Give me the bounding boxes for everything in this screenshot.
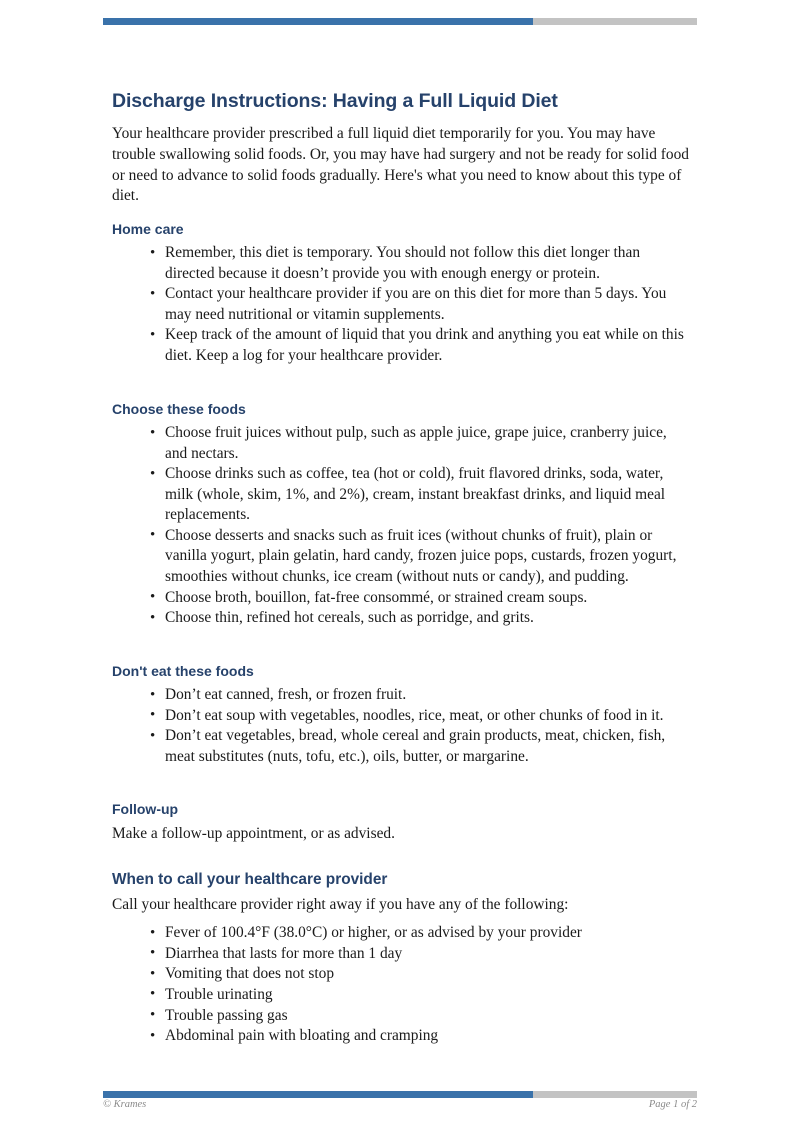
page-title: Discharge Instructions: Having a Full Liquid Diet	[112, 90, 558, 112]
intro-paragraph: Your healthcare provider prescribed a full liquid diet temporarily for you. You may have trouble swallowing solid foods. Or, you may have had surgery and not be ready for solid food or need to advance to solid foods gradually. Here's what you need to know about this type of diet.	[112, 125, 689, 205]
list-item: • Keep track of the amount of liquid that you drink and anything you eat while on this diet. Keep a log for your healthcare provider.	[150, 325, 692, 366]
choose-foods-list	[112, 423, 692, 629]
footer-rule	[103, 1091, 697, 1098]
list-item: • Choose desserts and snacks such as fruit ices (without chunks of fruit), plain or vanilla yogurt, plain gelatin, hard candy, frozen juice pops, custards, frozen yogurt, smoothies without chunks, ice cream (without nuts or candy), and pudding.	[150, 526, 692, 588]
section-heading-home-care: Home care	[112, 220, 184, 237]
list-item: • Contact your healthcare provider if you are on this diet for more than 5 days. You may need nutritional or vitamin supplements.	[150, 284, 692, 325]
list-item: • Diarrhea that lasts for more than 1 day	[150, 944, 692, 965]
list-item: • Don’t eat canned, fresh, or frozen fruit.	[150, 685, 692, 706]
copyright-label: © Krames	[103, 1099, 147, 1110]
list-item: • Fever of 100.4°F (38.0°C) or higher, or as advised by your provider	[150, 923, 692, 944]
list-item: • Trouble passing gas	[150, 1006, 692, 1027]
spacer	[112, 367, 692, 401]
list-item: • Don’t eat vegetables, bread, whole cereal and grain products, meat, chicken, fish, meat substitutes (nuts, tofu, etc.), oils, butter, or margarine.	[150, 726, 692, 767]
page-number-label: Page 1 of 2	[648, 1099, 697, 1110]
list-item: • Choose thin, refined hot cereals, such as porridge, and grits.	[150, 608, 692, 629]
when-to-call-text: Call your healthcare provider right away if you have any of the following:	[112, 895, 569, 913]
follow-up-text: Make a follow-up appointment, or as advised.	[112, 824, 395, 842]
document-content	[112, 90, 692, 1047]
page-footer	[103, 1099, 697, 1110]
section-heading-when-to-call: When to call your healthcare provider	[112, 871, 388, 889]
spacer	[112, 767, 692, 801]
section-heading-choose-foods: Choose these foods	[112, 400, 246, 417]
avoid-foods-list	[112, 685, 692, 767]
home-care-list	[112, 243, 692, 366]
spacer	[112, 207, 692, 221]
list-item: • Choose fruit juices without pulp, such as apple juice, grape juice, cranberry juice, and nectars.	[150, 423, 692, 464]
footer-rule-blue-segment	[103, 1091, 533, 1098]
when-to-call-list	[112, 923, 692, 1046]
list-item: • Choose broth, bouillon, fat-free consommé, or strained cream soups.	[150, 588, 692, 609]
list-item: • Don’t eat soup with vegetables, noodles, rice, meat, or other chunks of food in it.	[150, 706, 692, 727]
list-item: • Choose drinks such as coffee, tea (hot or cold), fruit flavored drinks, soda, water, milk (whole, skim, 1%, and 2%), cream, instant breakfast drinks, and liquid meal replacements.	[150, 464, 692, 526]
header-rule-gray-segment	[533, 18, 697, 25]
footer-rule-gray-segment	[533, 1091, 697, 1098]
section-heading-follow-up: Follow-up	[112, 801, 179, 818]
header-rule	[103, 18, 697, 25]
list-item: • Vomiting that does not stop	[150, 964, 692, 985]
list-item: • Remember, this diet is temporary. You should not follow this diet longer than directed because it doesn’t provide you with enough energy or protein.	[150, 243, 692, 284]
spacer	[112, 915, 692, 923]
list-item: • Trouble urinating	[150, 985, 692, 1006]
spacer	[112, 844, 692, 870]
spacer	[112, 629, 692, 663]
section-heading-avoid-foods: Don't eat these foods	[112, 662, 254, 679]
header-rule-blue-segment	[103, 18, 533, 25]
list-item: • Abdominal pain with bloating and cramping	[150, 1026, 692, 1047]
